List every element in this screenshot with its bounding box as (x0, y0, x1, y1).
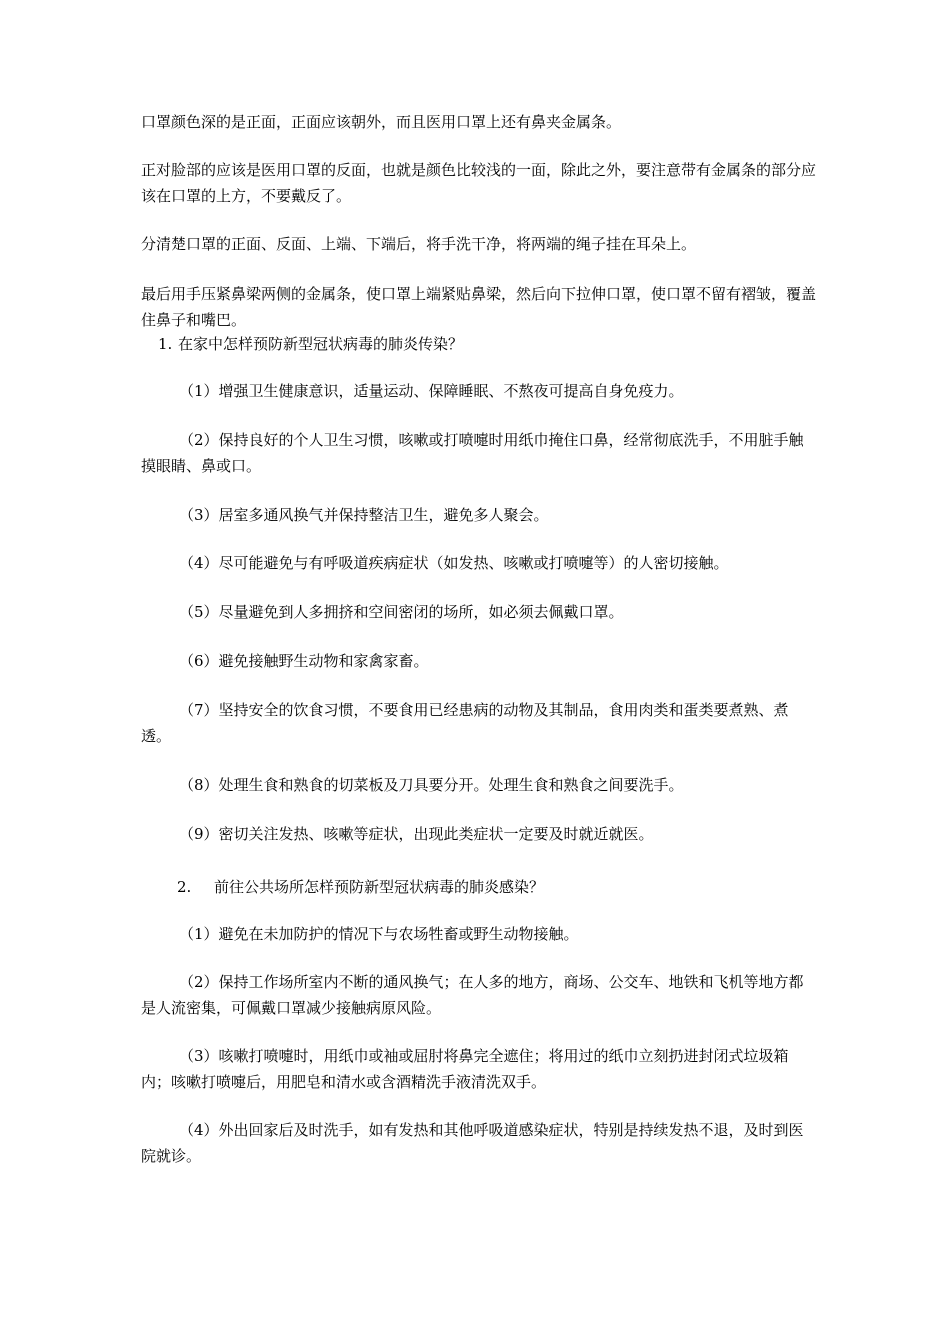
section-1-item-2: （2）保持良好的个人卫生习惯，咳嗽或打喷嚏时用纸巾掩住口鼻，经常彻底洗手，不用脏手触摸眼睛、鼻或口。 (141, 431, 804, 475)
section-1-item-5: （5）尽量避免到人多拥挤和空间密闭的场所，如必须去佩戴口罩。 (179, 603, 624, 621)
section-2-number: 2. (177, 878, 192, 896)
section-1-item-6: （6）避免接触野生动物和家禽家畜。 (179, 652, 429, 670)
section-1-title: 在家中怎样预防新型冠状病毒的肺炎传染？ (178, 335, 464, 353)
section-2-title: 前往公共场所怎样预防新型冠状病毒的肺炎感染？ (214, 878, 545, 896)
section-1-item-3: （3）居室多通风换气并保持整洁卫生，避免多人聚会。 (179, 506, 549, 524)
section-1-number: 1. (158, 335, 173, 353)
section-2-item-2: （2）保持工作场所室内不断的通风换气；在人多的地方，商场、公交车、地铁和飞机等地方都是人流密集，可佩戴口罩减少接触病原风险。 (141, 973, 804, 1017)
intro-paragraph-3: 分清楚口罩的正面、反面、上端、下端后，将手洗干净，将两端的绳子挂在耳朵上。 (141, 235, 697, 253)
section-2-item-1: （1）避免在未加防护的情况下与农场牲畜或野生动物接触。 (179, 925, 579, 943)
section-1-item-7: （7）坚持安全的饮食习惯，不要食用已经患病的动物及其制品，食用肉类和蛋类要煮熟、煮透。 (141, 701, 789, 745)
section-1-item-4: （4）尽可能避免与有呼吸道疾病症状（如发热、咳嗽或打喷嚏等）的人密切接触。 (179, 554, 729, 572)
intro-paragraph-4: 最后用手压紧鼻梁两侧的金属条，使口罩上端紧贴鼻梁，然后向下拉伸口罩，使口罩不留有褶皱，覆盖住鼻子和嘴巴。 (141, 285, 817, 329)
section-2-item-3: （3）咳嗽打喷嚏时，用纸巾或袖或屈肘将鼻完全遮住；将用过的纸巾立刻扔进封闭式垃圾箱内；咳嗽打喷嚏后，用肥皂和清水或含酒精洗手液清洗双手。 (141, 1047, 789, 1091)
section-1-item-8: （8）处理生食和熟食的切菜板及刀具要分开。处理生食和熟食之间要洗手。 (179, 776, 684, 794)
section-1-item-9: （9）密切关注发热、咳嗽等症状，出现此类症状一定要及时就近就医。 (179, 825, 654, 843)
section-2-item-4: （4）外出回家后及时洗手，如有发热和其他呼吸道感染症状，特别是持续发热不退，及时到医院就诊。 (141, 1121, 804, 1165)
section-1-item-1: （1）增强卫生健康意识，适量运动、保障睡眠、不熬夜可提高自身免疫力。 (179, 382, 684, 400)
intro-paragraph-2: 正对脸部的应该是医用口罩的反面，也就是颜色比较浅的一面，除此之外，要注意带有金属条的部分应该在口罩的上方，不要戴反了。 (141, 161, 817, 205)
intro-paragraph-1: 口罩颜色深的是正面，正面应该朝外，而且医用口罩上还有鼻夹金属条。 (141, 113, 622, 131)
